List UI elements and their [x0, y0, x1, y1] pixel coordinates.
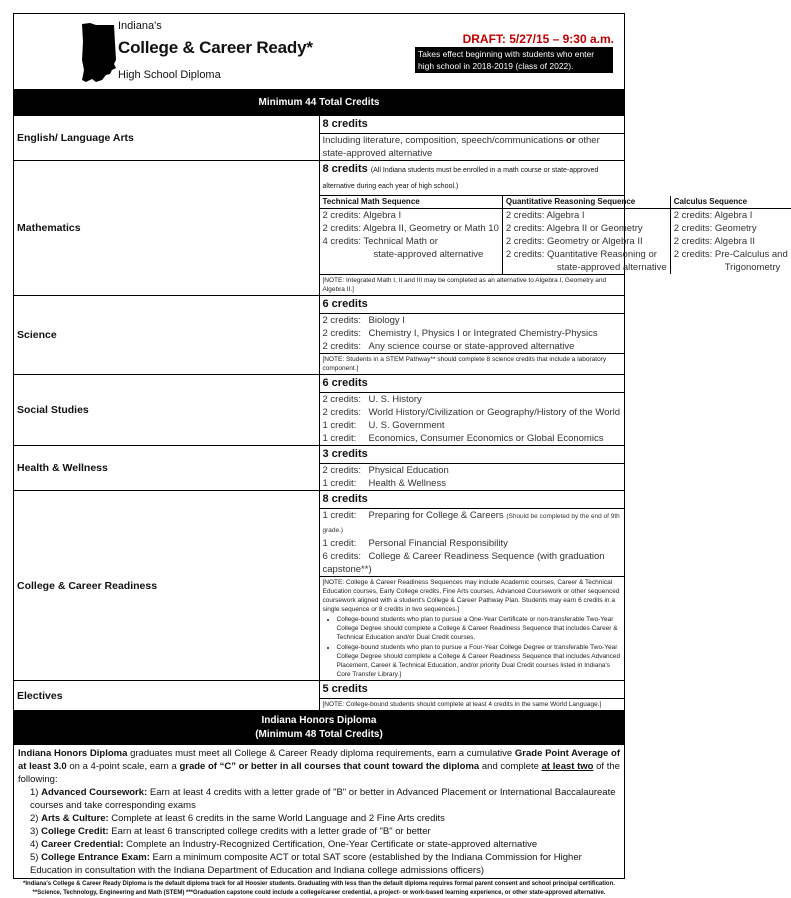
ccr-note-bullet: • College-bound students who plan to pursue a Four-Year College Degree or transferable Two-Year College Degree should complete a College & Career Readiness Sequence that includes Advanced Placement, Career & Technical Education, and/or priority Dual Credit courses listed in Indiana's Core Transfer Library.]	[337, 643, 622, 679]
math-seq-technical: Technical Math Sequence 2 credits: Algebra I 2 credits: Algebra II, Geometry or Math 10 4 credits: Technical Math or state-approved alternative	[320, 196, 503, 274]
honors-options	[18, 786, 620, 877]
math-sequences	[320, 196, 788, 274]
footnote-2: **Science, Technology, Engineering and Math (STEM) ***Graduation capstone could include a college/career credential, a project- or work-based learning experience, or other state-approved alternative.	[32, 890, 606, 896]
electives-row	[14, 681, 625, 711]
list-item: 1 credit: Personal Financial Responsibility	[322, 538, 508, 549]
subject-science: Science	[14, 296, 320, 375]
list-item: 1 credit: U. S. Government	[322, 420, 445, 431]
electives-note: [NOTE: College-bound students should complete at least 4 credits in the same World Language.]	[322, 701, 602, 708]
ccr-note-bullet: • College-bound students who plan to pursue a One-Year Certificate or non-transferable Two-Year College Degree should complete a College & Career Readiness Sequence that includes Career & Technical Education and/or Dual Credit courses.	[337, 615, 622, 642]
effective-line-1: Takes effect beginning with students who enter	[418, 49, 595, 59]
honors-section	[13, 745, 625, 879]
science-row	[14, 296, 625, 375]
requirements-table	[13, 89, 788, 745]
list-item: 5) College Entrance Exam: Earn a minimum composite ACT or total SAT score (established by the Indiana Commission for Higher Education in consultation with the Indiana Department of Education and Indiana college admissions officers)	[30, 852, 582, 876]
effective-line-2: high school in 2018-2019 (class of 2022).	[418, 61, 574, 71]
subject-math: Mathematics	[14, 161, 320, 296]
math-row	[14, 161, 625, 296]
diploma-sheet	[13, 13, 788, 898]
ccr-credits: 8 credits	[320, 491, 625, 509]
diploma-label: High School Diploma	[118, 69, 221, 81]
list-item: 2 credits: Chemistry I, Physics I or Integrated Chemistry-Physics	[322, 328, 598, 339]
footnotes	[13, 880, 625, 898]
effective-date-box	[415, 47, 613, 73]
subject-english: English/ Language Arts	[14, 116, 320, 161]
list-item: 2 credits: Physical Education	[322, 465, 449, 476]
math-seq-quantitative: Quantitative Reasoning Sequence 2 credits: Algebra I 2 credits: Algebra II or Geometry 2 credits: Geometry or Algebra II 2 credits: Quantitative Reasoning or state-approved alternative	[503, 196, 671, 274]
science-note: [NOTE: Students in a STEM Pathway** should complete 8 science credits that include a laboratory component.]	[320, 353, 625, 374]
health-credits: 3 credits	[320, 446, 625, 464]
honors-title: Indiana Honors Diploma	[261, 714, 377, 726]
list-item: 2) Arts & Culture: Complete at least 6 credits in the same World Language and 2 Fine Arts credits	[30, 813, 445, 824]
list-item: 6 credits: College & Career Readiness Sequence (with graduation capstone**)	[322, 551, 605, 575]
english-row	[14, 116, 625, 161]
subject-social-studies: Social Studies	[14, 375, 320, 446]
honors-min-credits: (Minimum 48 Total Credits)	[255, 728, 383, 740]
list-item: 1) Advanced Coursework: Earn at least 4 credits with a letter grade of "B" or better in Advanced Placement or International Baccalaureate courses and take corresponding exams	[30, 787, 616, 811]
draft-stamp: DRAFT: 5/27/15 – 9:30 a.m.	[462, 32, 614, 46]
ccr-note: [NOTE: College & Career Readiness Sequences may include Academic courses, Career & Technical Education courses, Early College credits, Fine Arts courses, Advanced Coursework or other sequenced coursework aligned with a student's College & Career Pathway Plan. Students may earn 6 credits in a single sequence or 8 credits in two sequences.] • College-bound students who plan to pursue a One-Year Certificate or non-transferable Two-Year College Degree should complete a College & Career Readiness Sequence that includes Career & Technical Education and/or Dual Credit courses. • College-bound students who plan to pursue a Four-Year College Degree or transferable Two-Year College Degree should complete a College & Career Readiness Sequence that includes Advanced Placement, Career & Technical Education, and/or priority Dual Credit courses listed in Indiana's Core Transfer Library.]	[320, 576, 625, 680]
english-desc: Including literature, composition, speech/communications or other state-approved alternative	[322, 135, 600, 159]
subject-college-career: College & Career Readiness	[14, 491, 320, 681]
list-item: 2 credits: Any science course or state-approved alternative	[322, 341, 575, 352]
honors-intro: Indiana Honors Diploma graduates must meet all College & Career Ready diploma requirements, earn a cumulative Grade Point Average of at least 3.0 on a 4-point scale, earn a grade of “C” or better in all courses that count toward the diploma and complete at least two of the following:	[18, 748, 620, 785]
list-item: 4) Career Credential: Complete an Industry-Recognized Certification, One-Year Certificate or state-approved alternative	[30, 839, 538, 850]
honors-banner	[14, 711, 625, 745]
minimum-credits-banner: Minimum 44 Total Credits	[14, 90, 625, 116]
math-seq-calculus: Calculus Sequence 2 credits: Algebra I 2 credits: Geometry 2 credits: Algebra II 2 credits: Pre-Calculus and Trigonometry	[671, 196, 791, 274]
math-credits-note: (All Indiana students must be enrolled in a math course or state-approved alternative during each year of high school.)	[322, 167, 599, 190]
math-note: [NOTE: Integrated Math I, II and III may be completed as an alternative to Algebra I, Geometry and Algebra II.]	[320, 274, 625, 295]
electives-credits: 5 credits	[320, 681, 625, 699]
english-credits: 8 credits	[320, 116, 625, 134]
social-row	[14, 375, 625, 446]
header	[13, 13, 625, 89]
science-credits: 6 credits	[320, 296, 625, 314]
list-item: 2 credits: U. S. History	[322, 394, 422, 405]
list-item: 2 credits: World History/Civilization or Geography/History of the World	[322, 407, 620, 418]
footnote-1: *Indiana's College & Career Ready Diploma is the default diploma track for all Hoosier students. Graduating with less than the default diploma requires formal parent consent and school principal certification.	[23, 881, 615, 887]
list-item: 1 credit: Health & Wellness	[322, 478, 446, 489]
health-row	[14, 446, 625, 491]
list-item: 3) College Credit: Earn at least 6 transcripted college credits with a letter grade of "B" or better	[30, 826, 431, 837]
list-item: 1 credit: Economics, Consumer Economics or Global Economics	[322, 433, 604, 444]
subject-health: Health & Wellness	[14, 446, 320, 491]
subject-electives: Electives	[14, 681, 320, 711]
list-item: 1 credit: Preparing for College & Careers (Should be completed by the end of 9th grade.)	[322, 510, 620, 534]
math-credits: 8 credits (All Indiana students must be enrolled in a math course or state-approved alternative during each year of high school.)	[320, 161, 625, 196]
ccr-row	[14, 491, 625, 681]
state-label: Indiana's	[118, 20, 162, 32]
list-item: 2 credits: Biology I	[322, 315, 405, 326]
page-title: College & Career Ready*	[118, 38, 313, 57]
indiana-map-icon	[80, 22, 120, 84]
social-credits: 6 credits	[320, 375, 625, 393]
